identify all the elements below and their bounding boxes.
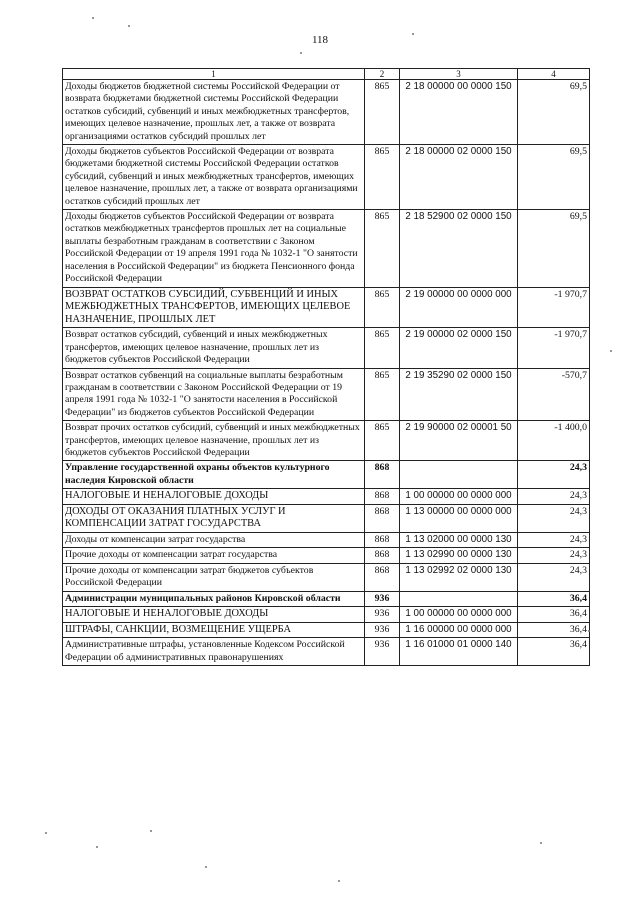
row-admin-code: 936	[365, 622, 400, 638]
row-amount: 24,3	[518, 548, 590, 563]
row-budget-code: 2 19 90000 02 00001 50	[400, 421, 518, 461]
row-admin-code: 868	[365, 563, 400, 591]
row-budget-code: 1 16 00000 00 0000 000	[400, 622, 518, 638]
row-budget-code	[400, 591, 518, 606]
table-row	[63, 638, 590, 666]
row-name: Прочие доходы от компенсации затрат бюджетов субъектов Российской Федерации	[63, 563, 365, 591]
row-name: Прочие доходы от компенсации затрат государства	[63, 548, 365, 563]
scan-speck	[150, 830, 152, 832]
row-budget-code: 1 13 02000 00 0000 130	[400, 532, 518, 547]
table-row	[63, 461, 590, 489]
table-body	[63, 80, 590, 666]
scan-speck	[92, 17, 94, 19]
column-header-amount: 4	[518, 69, 590, 80]
scan-speck	[588, 630, 590, 632]
row-amount: 24,3	[518, 504, 590, 532]
row-amount: -1 400,0	[518, 421, 590, 461]
row-amount: 24,3	[518, 563, 590, 591]
row-budget-code: 1 13 02992 02 0000 130	[400, 563, 518, 591]
row-budget-code: 1 16 01000 01 0000 140	[400, 638, 518, 666]
row-amount: 24,3	[518, 489, 590, 505]
row-name: Доходы бюджетов субъектов Российской Федерации от возврата остатков межбюджетных трансфертов прошлых лет на социальные выплаты безработным гражданам в соответствии с Законом Российской Федерации от 19 апреля 1991 года № 1032-1 "О занятости населения в Российской Федерации" из бюджета Пенсионного фонда Российской Федерации	[63, 210, 365, 287]
row-budget-code: 2 19 00000 00 0000 000	[400, 287, 518, 328]
row-name: Административные штрафы, установленные Кодексом Российской Федерации об административных правонарушениях	[63, 638, 365, 666]
row-admin-code: 865	[365, 421, 400, 461]
table-row	[63, 287, 590, 328]
column-header-name: 1	[63, 69, 365, 80]
row-admin-code: 868	[365, 489, 400, 505]
row-budget-code: 2 18 00000 02 0000 150	[400, 145, 518, 210]
row-name: Доходы от компенсации затрат государства	[63, 532, 365, 547]
row-budget-code	[400, 461, 518, 489]
row-name: ДОХОДЫ ОТ ОКАЗАНИЯ ПЛАТНЫХ УСЛУГ И КОМПЕНСАЦИИ ЗАТРАТ ГОСУДАРСТВА	[63, 504, 365, 532]
row-budget-code: 2 18 52900 02 0000 150	[400, 210, 518, 287]
scan-speck	[300, 52, 302, 54]
table-row	[63, 368, 590, 421]
table-header-row	[63, 69, 590, 80]
scan-speck	[45, 832, 47, 834]
row-admin-code: 868	[365, 461, 400, 489]
scan-speck	[412, 33, 414, 35]
row-amount: 36,4	[518, 622, 590, 638]
row-budget-code: 1 00 00000 00 0000 000	[400, 606, 518, 622]
scan-speck	[338, 880, 340, 882]
row-admin-code: 865	[365, 210, 400, 287]
row-admin-code: 936	[365, 591, 400, 606]
row-name: ШТРАФЫ, САНКЦИИ, ВОЗМЕЩЕНИЕ УЩЕРБА	[63, 622, 365, 638]
row-name: Возврат прочих остатков субсидий, субвенций и иных межбюджетных трансфертов, имеющих целевое назначение, прошлых лет из бюджетов субъектов Российской Федерации	[63, 421, 365, 461]
table-row	[63, 421, 590, 461]
row-admin-code: 865	[365, 287, 400, 328]
row-budget-code: 2 19 00000 02 0000 150	[400, 328, 518, 368]
row-amount: -1 970,7	[518, 287, 590, 328]
column-header-admin: 2	[365, 69, 400, 80]
row-amount: -570,7	[518, 368, 590, 421]
row-name: Возврат остатков субсидий, субвенций и иных межбюджетных трансфертов, имеющих целевое назначение, прошлых лет из бюджетов субъектов Российской Федерации	[63, 328, 365, 368]
table-row	[63, 504, 590, 532]
table-row	[63, 80, 590, 145]
table-row	[63, 606, 590, 622]
table-row	[63, 548, 590, 563]
scan-speck	[205, 866, 207, 868]
scan-speck	[540, 842, 542, 844]
row-amount: 69,5	[518, 145, 590, 210]
row-admin-code: 936	[365, 606, 400, 622]
row-name: Возврат остатков субвенций на социальные выплаты безработным гражданам в соответствии с Законом Российской Федерации от 19 апреля 1991 года № 1032-1 "О занятости населения в Российской Федерации" из бюджетов субъектов Российской Федерации	[63, 368, 365, 421]
row-budget-code: 1 13 02990 00 0000 130	[400, 548, 518, 563]
scan-speck	[610, 350, 612, 352]
row-admin-code: 868	[365, 504, 400, 532]
budget-table	[62, 68, 590, 666]
row-name: НАЛОГОВЫЕ И НЕНАЛОГОВЫЕ ДОХОДЫ	[63, 606, 365, 622]
row-amount: 24,3	[518, 532, 590, 547]
row-amount: -1 970,7	[518, 328, 590, 368]
table-row	[63, 563, 590, 591]
table-row	[63, 591, 590, 606]
table-row	[63, 328, 590, 368]
row-admin-code: 865	[365, 368, 400, 421]
table-row	[63, 532, 590, 547]
table-row	[63, 622, 590, 638]
table-row	[63, 489, 590, 505]
row-budget-code: 2 18 00000 00 0000 150	[400, 80, 518, 145]
row-budget-code: 1 13 00000 00 0000 000	[400, 504, 518, 532]
row-name: ВОЗВРАТ ОСТАТКОВ СУБСИДИЙ, СУБВЕНЦИЙ И ИНЫХ МЕЖБЮДЖЕТНЫХ ТРАНСФЕРТОВ, ИМЕЮЩИХ ЦЕЛЕВОЕ НАЗНАЧЕНИЕ, ПРОШЛЫХ ЛЕТ	[63, 287, 365, 328]
column-header-code: 3	[400, 69, 518, 80]
page-number: 118	[311, 34, 329, 46]
row-name: НАЛОГОВЫЕ И НЕНАЛОГОВЫЕ ДОХОДЫ	[63, 489, 365, 505]
row-budget-code: 1 00 00000 00 0000 000	[400, 489, 518, 505]
row-admin-code: 865	[365, 328, 400, 368]
row-name: Администрации муниципальных районов Кировской области	[63, 591, 365, 606]
row-admin-code: 865	[365, 145, 400, 210]
row-amount: 36,4	[518, 591, 590, 606]
scan-speck	[128, 25, 130, 27]
row-amount: 36,4	[518, 606, 590, 622]
table-row	[63, 210, 590, 287]
row-admin-code: 868	[365, 532, 400, 547]
row-name: Доходы бюджетов субъектов Российской Федерации от возврата бюджетами бюджетной системы Российской Федерации остатков субсидий, субвенций и иных межбюджетных трансфертов, имеющих целевое назначение, прошлых лет, а также от возврата организациями остатков субсидий прошлых лет	[63, 145, 365, 210]
row-name: Управление государственной охраны объектов культурного наследия Кировской области	[63, 461, 365, 489]
row-amount: 69,5	[518, 80, 590, 145]
scan-speck	[96, 846, 98, 848]
row-budget-code: 2 19 35290 02 0000 150	[400, 368, 518, 421]
row-amount: 69,5	[518, 210, 590, 287]
table-row	[63, 145, 590, 210]
row-amount: 36,4	[518, 638, 590, 666]
row-admin-code: 868	[365, 548, 400, 563]
row-admin-code: 936	[365, 638, 400, 666]
row-admin-code: 865	[365, 80, 400, 145]
row-name: Доходы бюджетов бюджетной системы Российской Федерации от возврата бюджетами бюджетной системы Российской Федерации остатков субсидий, субвенций и иных межбюджетных трансфертов, имеющих целевое назначение, прошлых лет, а также от возврата организациями остатков субсидий прошлых лет	[63, 80, 365, 145]
row-amount: 24,3	[518, 461, 590, 489]
